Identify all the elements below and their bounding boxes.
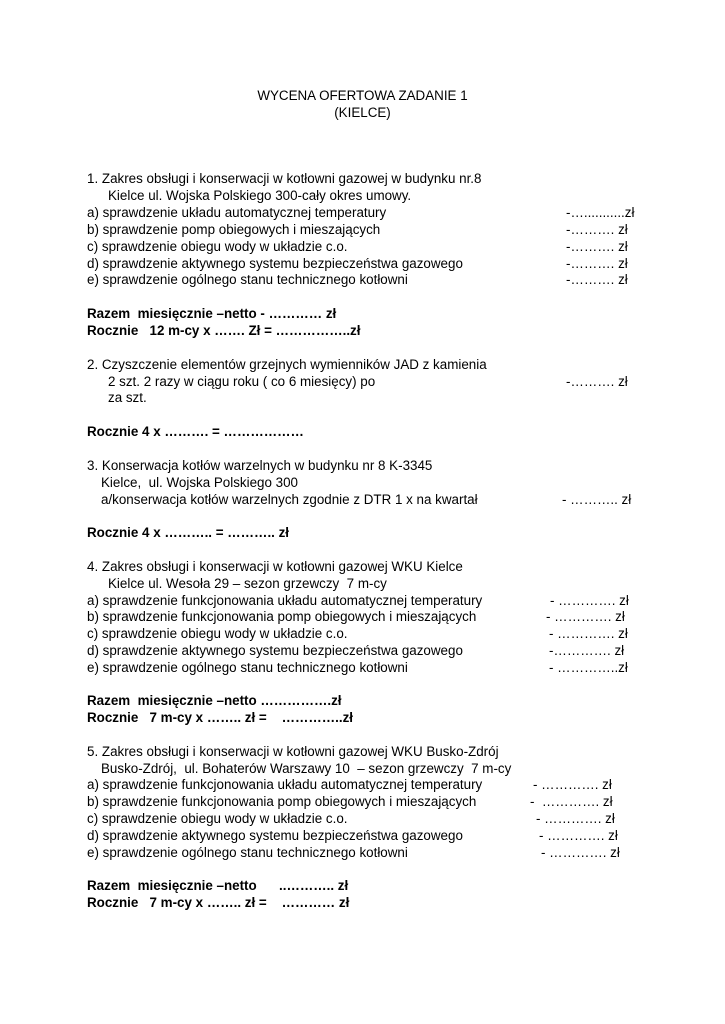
section5-item-b-price: - …………. zł <box>530 794 613 809</box>
section3-item: a/konserwacja kotłów warzelnych zgodnie z DTR 1 x na kwartał <box>101 492 478 507</box>
section4-item-e: e) sprawdzenie ogólnego stanu technicznego kotłowni <box>87 660 408 675</box>
section1-item-b-price: -………. zł <box>566 222 628 237</box>
section3-location: Kielce, ul. Wojska Polskiego 300 <box>101 475 298 490</box>
section2-price: -………. zł <box>566 374 628 389</box>
section2-total-yearly: Rocznie 4 x ………. = ……………… <box>87 424 304 439</box>
section1-item-e: e) sprawdzenie ogólnego stanu technicznego kotłowni <box>87 272 408 287</box>
section4-item-b: b) sprawdzenie funkcjonowania pomp obiegowych i mieszających <box>87 609 477 624</box>
section3-item-price: - ……….. zł <box>562 492 632 507</box>
section1-item-c: c) sprawdzenie obiegu wody w układzie c.o. <box>87 239 348 254</box>
section1-item-d-price: -………. zł <box>566 256 628 271</box>
section1-total-monthly: Razem miesięcznie –netto - ………… zł <box>87 306 337 321</box>
section1-item-b: b) sprawdzenie pomp obiegowych i mieszających <box>87 222 381 237</box>
section5-item-d-price: - …………. zł <box>539 828 618 843</box>
section1-item-e-price: -………. zł <box>566 272 628 287</box>
section1-item-a-price: -…...........zł <box>566 205 635 220</box>
section4-item-a-price: - …………. zł <box>550 593 629 608</box>
section5-item-c-price: - …………. zł <box>536 811 615 826</box>
section4-item-b-price: - …………. zł <box>546 609 625 624</box>
section1-location: Kielce ul. Wojska Polskiego 300-cały okres umowy. <box>108 188 412 203</box>
section1-heading: 1. Zakres obsługi i konserwacji w kotłowni gazowej w budynku nr.8 <box>87 171 482 186</box>
section5-total-yearly: Rocznie 7 m-cy x …….. zł = ………… zł <box>87 895 350 910</box>
section5-total-monthly: Razem miesięcznie –netto ..……….. zł <box>87 878 349 893</box>
section1-item-a: a) sprawdzenie układu automatycznej temperatury <box>87 205 387 220</box>
section4-location: Kielce ul. Wesoła 29 – sezon grzewczy 7 m-cy <box>108 576 387 591</box>
section2-line2: 2 szt. 2 razy w ciągu roku ( co 6 miesięcy) po <box>108 374 376 389</box>
section3-heading: 3. Konserwacja kotłów warzelnych w budynku nr 8 K-3345 <box>87 458 433 473</box>
section4-item-e-price: - …………..zł <box>549 660 628 675</box>
section5-item-e-price: - …………. zł <box>541 845 620 860</box>
section4-item-c: c) sprawdzenie obiegu wody w układzie c.o. <box>87 626 348 641</box>
section5-item-c: c) sprawdzenie obiegu wody w układzie c.o. <box>87 811 348 826</box>
section5-item-b: b) sprawdzenie funkcjonowania pomp obiegowych i mieszających <box>87 794 477 809</box>
section5-item-a: a) sprawdzenie funkcjonowania układu automatycznej temperatury <box>87 777 483 792</box>
doc-title: WYCENA OFERTOWA ZADANIE 1 <box>257 88 468 103</box>
section4-item-d-price: -…………. zł <box>549 643 625 658</box>
section4-total-monthly: Razem miesięcznie –netto …………….zł <box>87 693 342 708</box>
section5-item-a-price: - …………. zł <box>533 777 612 792</box>
section4-item-d: d) sprawdzenie aktywnego systemu bezpieczeństwa gazowego <box>87 643 463 658</box>
section1-total-yearly: Rocznie 12 m-cy x ……. Zł = ……………..zł <box>87 323 361 338</box>
section5-heading: 5. Zakres obsługi i konserwacji w kotłowni gazowej WKU Busko-Zdrój <box>87 744 499 759</box>
section2-line3: za szt. <box>108 390 147 405</box>
section4-item-c-price: - …………. zł <box>549 626 628 641</box>
section5-item-d: d) sprawdzenie aktywnego systemu bezpieczeństwa gazowego <box>87 828 463 843</box>
section3-total-yearly: Rocznie 4 x ……….. = ……….. zł <box>87 525 290 540</box>
section5-location: Busko-Zdrój, ul. Bohaterów Warszawy 10 – sezon grzewczy 7 m-cy <box>101 761 512 776</box>
section4-total-yearly: Rocznie 7 m-cy x …….. zł = …………..zł <box>87 710 354 725</box>
doc-subtitle: (KIELCE) <box>334 105 391 120</box>
section2-heading: 2. Czyszczenie elementów grzejnych wymienników JAD z kamienia <box>87 357 487 372</box>
section1-item-c-price: -………. zł <box>566 239 628 254</box>
section4-item-a: a) sprawdzenie funkcjonowania układu automatycznej temperatury <box>87 593 483 608</box>
section5-item-e: e) sprawdzenie ogólnego stanu technicznego kotłowni <box>87 845 408 860</box>
section4-heading: 4. Zakres obsługi i konserwacji w kotłowni gazowej WKU Kielce <box>87 559 463 574</box>
section1-item-d: d) sprawdzenie aktywnego systemu bezpieczeństwa gazowego <box>87 256 463 271</box>
